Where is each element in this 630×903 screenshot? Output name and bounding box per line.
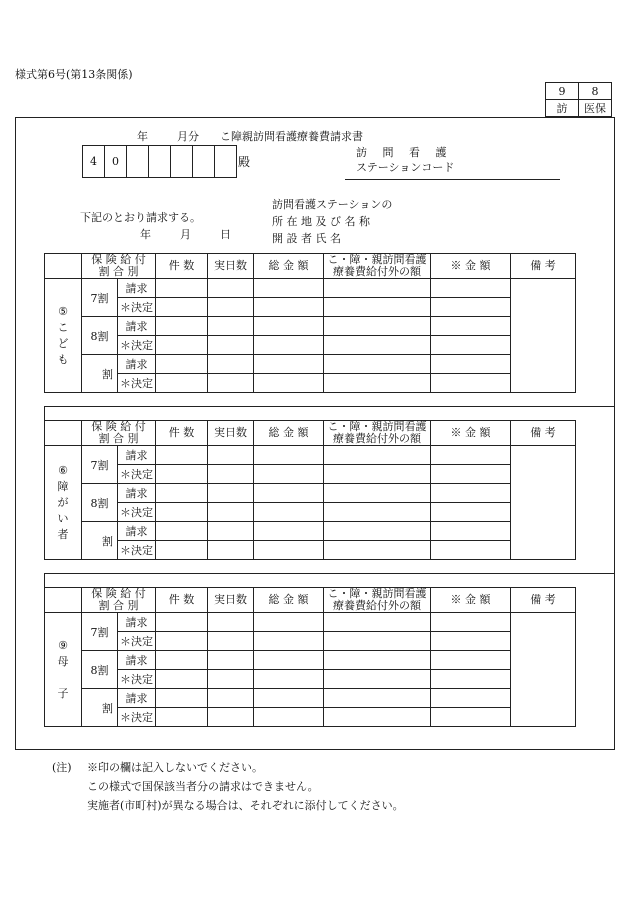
row-type-decision: ＊決定: [118, 503, 156, 522]
header-amount: ※ 金 額: [431, 421, 511, 446]
entry-cell[interactable]: [431, 298, 511, 317]
entry-cell[interactable]: [208, 708, 254, 727]
group-symbol: ⑤: [58, 304, 68, 318]
remarks-cell[interactable]: [511, 446, 576, 560]
entry-cell[interactable]: [324, 317, 431, 336]
row-type-claim: 請求: [118, 279, 156, 298]
row-type-claim: 請求: [118, 613, 156, 632]
row-type-decision: ＊決定: [118, 465, 156, 484]
title-year: 年: [137, 130, 148, 143]
header-remarks: 備 考: [511, 421, 576, 446]
entry-cell[interactable]: [156, 298, 208, 317]
entry-cell[interactable]: [324, 541, 431, 560]
note-3: 実施者(市町村)が異なる場合は、それぞれに添付してください。: [87, 799, 404, 812]
digit-box[interactable]: 4: [83, 146, 105, 178]
header-remarks: 備 考: [511, 588, 576, 613]
entry-cell[interactable]: [156, 374, 208, 393]
row-type-decision: ＊決定: [118, 670, 156, 689]
entry-cell[interactable]: [208, 541, 254, 560]
header-days: 実日数: [208, 421, 254, 446]
entry-cell[interactable]: [324, 279, 431, 298]
ratio-cell: 8割: [82, 484, 118, 522]
date-day: 日: [220, 228, 231, 241]
entry-cell[interactable]: [254, 541, 324, 560]
entry-cell[interactable]: [156, 279, 208, 298]
header-other: [324, 588, 431, 613]
header-category-line1: 保 険 給 付: [91, 587, 146, 600]
entry-cell[interactable]: [324, 708, 431, 727]
group-label-char: 子: [57, 686, 69, 700]
header-category-line2: 割 合 別: [98, 432, 139, 445]
group-symbol: ⑨: [58, 638, 68, 652]
entry-cell[interactable]: [254, 336, 324, 355]
header-category-line1: 保 険 給 付: [91, 420, 146, 433]
digit-box[interactable]: [149, 146, 171, 178]
entry-cell[interactable]: [324, 651, 431, 670]
digit-box[interactable]: [127, 146, 149, 178]
row-type-decision: ＊決定: [118, 541, 156, 560]
digit-box[interactable]: 0: [105, 146, 127, 178]
table-separator: [44, 573, 615, 587]
entry-cell[interactable]: [208, 374, 254, 393]
date-month: 月: [180, 228, 191, 241]
address-label-3: 開 設 者 氏 名: [272, 232, 341, 245]
header-total: 総 金 額: [254, 588, 324, 613]
header-category: [82, 421, 156, 446]
header-amount: ※ 金 額: [431, 588, 511, 613]
entry-cell[interactable]: [254, 465, 324, 484]
entry-cell[interactable]: [431, 503, 511, 522]
header-category-line2: 割 合 別: [98, 265, 139, 278]
entry-cell[interactable]: [156, 503, 208, 522]
header-category: [82, 254, 156, 279]
header-blank: [45, 421, 82, 446]
entry-cell[interactable]: [324, 484, 431, 503]
row-type-claim: 請求: [118, 317, 156, 336]
table-separator: [44, 406, 615, 420]
entry-cell[interactable]: [431, 484, 511, 503]
group-label-char: こ: [57, 320, 69, 334]
entry-cell[interactable]: [324, 446, 431, 465]
entry-cell[interactable]: [431, 670, 511, 689]
group-label: [45, 279, 82, 393]
code-top-1: 9: [546, 83, 579, 100]
row-type-decision: ＊決定: [118, 708, 156, 727]
header-other-line2: 療養費給付外の額: [333, 599, 421, 612]
entry-cell[interactable]: [431, 613, 511, 632]
entry-cell[interactable]: [254, 317, 324, 336]
form-title: [137, 128, 363, 144]
ratio-cell: 7割: [82, 279, 118, 317]
entry-cell[interactable]: [156, 613, 208, 632]
row-type-claim: 請求: [118, 522, 156, 541]
digit-box[interactable]: [215, 146, 237, 178]
entry-cell[interactable]: [208, 317, 254, 336]
entry-cell[interactable]: [156, 632, 208, 651]
form-number: 様式第6号(第13条関係): [15, 68, 133, 81]
entry-cell[interactable]: [254, 632, 324, 651]
group-label-char: ど: [57, 336, 69, 350]
entry-cell[interactable]: [254, 670, 324, 689]
header-category: [82, 588, 156, 613]
entry-cell[interactable]: [208, 503, 254, 522]
entry-cell[interactable]: [156, 708, 208, 727]
entry-cell[interactable]: [431, 522, 511, 541]
claim-table: [44, 253, 576, 393]
remarks-cell[interactable]: [511, 613, 576, 727]
ratio-cell: 割: [82, 689, 118, 727]
digit-box[interactable]: [171, 146, 193, 178]
note-2: この様式で国保該当者分の請求はできません。: [87, 780, 319, 793]
group-label-char: [45, 670, 81, 686]
header-amount: ※ 金 額: [431, 254, 511, 279]
addressee: 殿: [238, 155, 251, 169]
address-label-1: 訪問看護ステーションの: [272, 198, 393, 211]
row-type-claim: 請求: [118, 484, 156, 503]
entry-cell[interactable]: [208, 355, 254, 374]
row-type-claim: 請求: [118, 651, 156, 670]
station-code-underline: [345, 179, 560, 180]
header-count: 件 数: [156, 421, 208, 446]
entry-cell[interactable]: [254, 708, 324, 727]
group-label-char: 者: [57, 527, 69, 541]
address-labels: [272, 196, 392, 247]
row-type-decision: ＊決定: [118, 374, 156, 393]
entry-cell[interactable]: [254, 298, 324, 317]
group-label-char: い: [57, 511, 69, 525]
entry-cell[interactable]: [324, 298, 431, 317]
code-bottom-2: 医保: [579, 100, 612, 117]
header-other-line2: 療養費給付外の額: [333, 265, 421, 278]
entry-cell[interactable]: [156, 317, 208, 336]
entry-cell[interactable]: [324, 374, 431, 393]
entry-cell[interactable]: [156, 541, 208, 560]
entry-cell[interactable]: [324, 632, 431, 651]
code-bottom-1: 訪: [546, 100, 579, 117]
entry-cell[interactable]: [431, 465, 511, 484]
entry-cell[interactable]: [431, 708, 511, 727]
row-type-claim: 請求: [118, 689, 156, 708]
digit-box[interactable]: [193, 146, 215, 178]
header-other: [324, 421, 431, 446]
entry-cell[interactable]: [254, 503, 324, 522]
entry-cell[interactable]: [431, 632, 511, 651]
entry-cell[interactable]: [324, 355, 431, 374]
entry-cell[interactable]: [254, 522, 324, 541]
row-type-decision: ＊決定: [118, 336, 156, 355]
entry-cell[interactable]: [254, 446, 324, 465]
entry-cell[interactable]: [156, 465, 208, 484]
entry-cell[interactable]: [208, 279, 254, 298]
note-1: ※印の欄は記入しないでください。: [87, 761, 263, 774]
title-name: こ障親訪問看護療養費請求書: [220, 130, 363, 143]
claim-table: [44, 587, 576, 727]
header-total: 総 金 額: [254, 421, 324, 446]
request-text: 下記のとおり請求する。: [80, 211, 201, 224]
entry-cell[interactable]: [324, 522, 431, 541]
code-box: [545, 82, 612, 117]
entry-cell[interactable]: [324, 689, 431, 708]
entry-cell[interactable]: [324, 613, 431, 632]
entry-cell[interactable]: [324, 670, 431, 689]
entry-cell[interactable]: [431, 336, 511, 355]
insurer-number-boxes: [82, 145, 237, 178]
entry-cell[interactable]: [431, 374, 511, 393]
header-count: 件 数: [156, 588, 208, 613]
station-code-label: [356, 145, 454, 175]
ratio-cell: 8割: [82, 317, 118, 355]
entry-cell[interactable]: [324, 503, 431, 522]
entry-cell[interactable]: [208, 689, 254, 708]
header-other-line1: こ・障・親訪問看護: [327, 253, 427, 266]
entry-cell[interactable]: [208, 632, 254, 651]
entry-cell[interactable]: [208, 446, 254, 465]
header-total: 総 金 額: [254, 254, 324, 279]
entry-cell[interactable]: [208, 522, 254, 541]
header-other-line1: こ・障・親訪問看護: [327, 587, 427, 600]
group-label-char: 障: [57, 479, 69, 493]
group-label: [45, 446, 82, 560]
row-type-decision: ＊決定: [118, 632, 156, 651]
entry-cell[interactable]: [254, 651, 324, 670]
header-other-line2: 療養費給付外の額: [333, 432, 421, 445]
entry-cell[interactable]: [208, 336, 254, 355]
header-blank: [45, 588, 82, 613]
group-symbol: ⑥: [58, 463, 68, 477]
row-type-claim: 請求: [118, 446, 156, 465]
station-line2: ステーションコード: [356, 161, 455, 174]
ratio-cell: 8割: [82, 651, 118, 689]
ratio-cell: 7割: [82, 613, 118, 651]
notes-label: (注): [52, 761, 72, 774]
header-category-line1: 保 険 給 付: [91, 253, 146, 266]
header-other-line1: こ・障・親訪問看護: [327, 420, 427, 433]
entry-cell[interactable]: [156, 522, 208, 541]
request-date: [140, 226, 231, 242]
entry-cell[interactable]: [156, 651, 208, 670]
entry-cell[interactable]: [156, 336, 208, 355]
date-year: 年: [140, 228, 151, 241]
ratio-cell: 割: [82, 522, 118, 560]
header-category-line2: 割 合 別: [98, 599, 139, 612]
entry-cell[interactable]: [431, 446, 511, 465]
row-type-claim: 請求: [118, 355, 156, 374]
entry-cell[interactable]: [254, 484, 324, 503]
entry-cell[interactable]: [208, 670, 254, 689]
entry-cell[interactable]: [324, 465, 431, 484]
header-blank: [45, 254, 82, 279]
station-line1: 訪 問 看 護: [356, 146, 453, 159]
entry-cell[interactable]: [208, 613, 254, 632]
header-count: 件 数: [156, 254, 208, 279]
header-days: 実日数: [208, 254, 254, 279]
group-label-char: も: [57, 352, 69, 366]
ratio-cell: 割: [82, 355, 118, 393]
entry-cell[interactable]: [254, 613, 324, 632]
entry-cell[interactable]: [431, 541, 511, 560]
entry-cell[interactable]: [208, 298, 254, 317]
group-label: [45, 613, 82, 727]
title-month: 月分: [177, 130, 199, 143]
code-top-2: 8: [579, 83, 612, 100]
entry-cell[interactable]: [208, 484, 254, 503]
entry-cell[interactable]: [156, 446, 208, 465]
entry-cell[interactable]: [156, 689, 208, 708]
header-remarks: 備 考: [511, 254, 576, 279]
entry-cell[interactable]: [431, 355, 511, 374]
entry-cell[interactable]: [156, 484, 208, 503]
entry-cell[interactable]: [156, 355, 208, 374]
ratio-cell: 7割: [82, 446, 118, 484]
entry-cell[interactable]: [254, 355, 324, 374]
group-label-char: が: [57, 495, 69, 509]
entry-cell[interactable]: [431, 279, 511, 298]
entry-cell[interactable]: [324, 336, 431, 355]
entry-cell[interactable]: [431, 651, 511, 670]
entry-cell[interactable]: [431, 317, 511, 336]
entry-cell[interactable]: [254, 374, 324, 393]
remarks-cell[interactable]: [511, 279, 576, 393]
address-label-2: 所 在 地 及 び 名 称: [272, 215, 370, 228]
entry-cell[interactable]: [431, 689, 511, 708]
header-other: [324, 254, 431, 279]
group-label-char: 母: [57, 654, 69, 668]
entry-cell[interactable]: [208, 465, 254, 484]
entry-cell[interactable]: [254, 279, 324, 298]
row-type-decision: ＊決定: [118, 298, 156, 317]
entry-cell[interactable]: [208, 651, 254, 670]
header-days: 実日数: [208, 588, 254, 613]
entry-cell[interactable]: [156, 670, 208, 689]
entry-cell[interactable]: [254, 689, 324, 708]
claim-table: [44, 420, 576, 560]
